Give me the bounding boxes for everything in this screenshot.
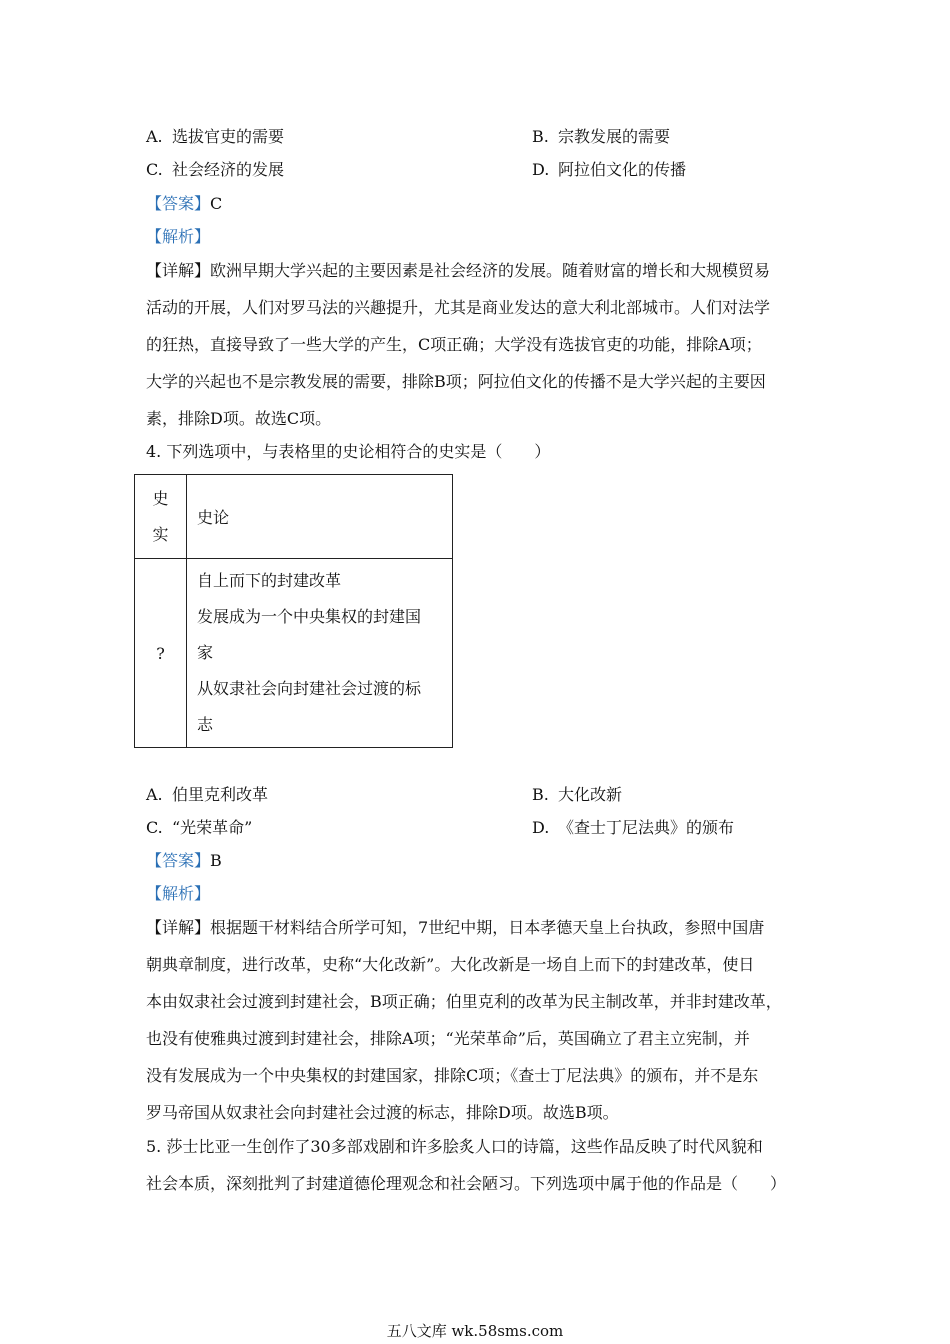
- q5-stem-line: 社会本质，深刻批判了封建道德伦理观念和社会陋习。下列选项中属于他的作品是（ ）: [146, 1174, 787, 1193]
- q3-option-d: D. 阿拉伯文化的传播: [532, 160, 687, 179]
- q3-option-b: B. 宗教发展的需要: [532, 127, 671, 146]
- q3-detail-line: 活动的开展，人们对罗马法的兴趣提升，尤其是商业发达的意大利北部城市。人们对法学: [146, 298, 771, 317]
- q4-answer: 【答案】B: [146, 851, 222, 870]
- table-cell-unknown: ?: [135, 559, 187, 748]
- page-footer: 五八文库 wk.58sms.com: [386, 1322, 564, 1340]
- q4-detail-line: 本由奴隶社会过渡到封建社会，B项正确；伯里克利的改革为民主制改革，并非封建改革，: [146, 992, 782, 1011]
- q4-option-c: C. “光荣革命”: [146, 818, 253, 837]
- q3-detail-line: 素，排除D项。故选C项。: [146, 409, 332, 428]
- q4-detail-line: 没有发展成为一个中央集权的封建国家，排除C项；《查士丁尼法典》的颁布，并不是东: [146, 1066, 759, 1085]
- q4-option-b: B. 大化改新: [532, 785, 623, 804]
- q4-detail-line: 朝典章制度，进行改革，史称“大化改新”。大化改新是一场自上而下的封建改革，使日: [146, 955, 755, 974]
- q4-option-a: A. 伯里克利改革: [146, 785, 269, 804]
- q3-detail-line: 大学的兴起也不是宗教发展的需要，排除B项；阿拉伯文化的传播不是大学兴起的主要因: [146, 372, 766, 391]
- q4-detail-line: 也没有使雅典过渡到封建社会，排除A项；“光荣革命”后，英国确立了君主立宪制，并: [146, 1029, 750, 1048]
- q4-detail-line: 【详解】根据题干材料结合所学可知，7世纪中期，日本孝德天皇上台执政，参照中国唐: [146, 918, 765, 937]
- table-cell-arguments: 自上而下的封建改革 发展成为一个中央集权的封建国 家 从奴隶社会向封建社会过渡的标 志: [187, 559, 453, 748]
- q4-analysis-label: 【解析】: [146, 884, 211, 903]
- q3-option-c: C. 社会经济的发展: [146, 160, 285, 179]
- table-header-argument: 史论: [187, 475, 453, 559]
- q4-detail-line: 罗马帝国从奴隶社会向封建社会过渡的标志，排除D项。故选B项。: [146, 1103, 619, 1122]
- q4-option-d: D. 《查士丁尼法典》的颁布: [532, 818, 735, 837]
- table-header-fact: 史 实: [135, 475, 187, 559]
- q4-stem: 4. 下列选项中，与表格里的史论相符合的史实是（ ）: [146, 442, 551, 461]
- q5-stem-line: 5. 莎士比亚一生创作了30多部戏剧和许多脍炙人口的诗篇，这些作品反映了时代风貌和: [146, 1137, 763, 1156]
- history-table: [134, 474, 453, 748]
- q3-analysis-label: 【解析】: [146, 227, 211, 246]
- q3-answer: 【答案】C: [146, 194, 223, 213]
- q3-detail-line: 【详解】欧洲早期大学兴起的主要因素是社会经济的发展。随着财富的增长和大规模贸易: [146, 261, 771, 280]
- q3-option-a: A. 选拔官吏的需要: [146, 127, 285, 146]
- q3-detail-line: 的狂热，直接导致了一些大学的产生，C项正确；大学没有选拔官吏的功能，排除A项；: [146, 335, 762, 354]
